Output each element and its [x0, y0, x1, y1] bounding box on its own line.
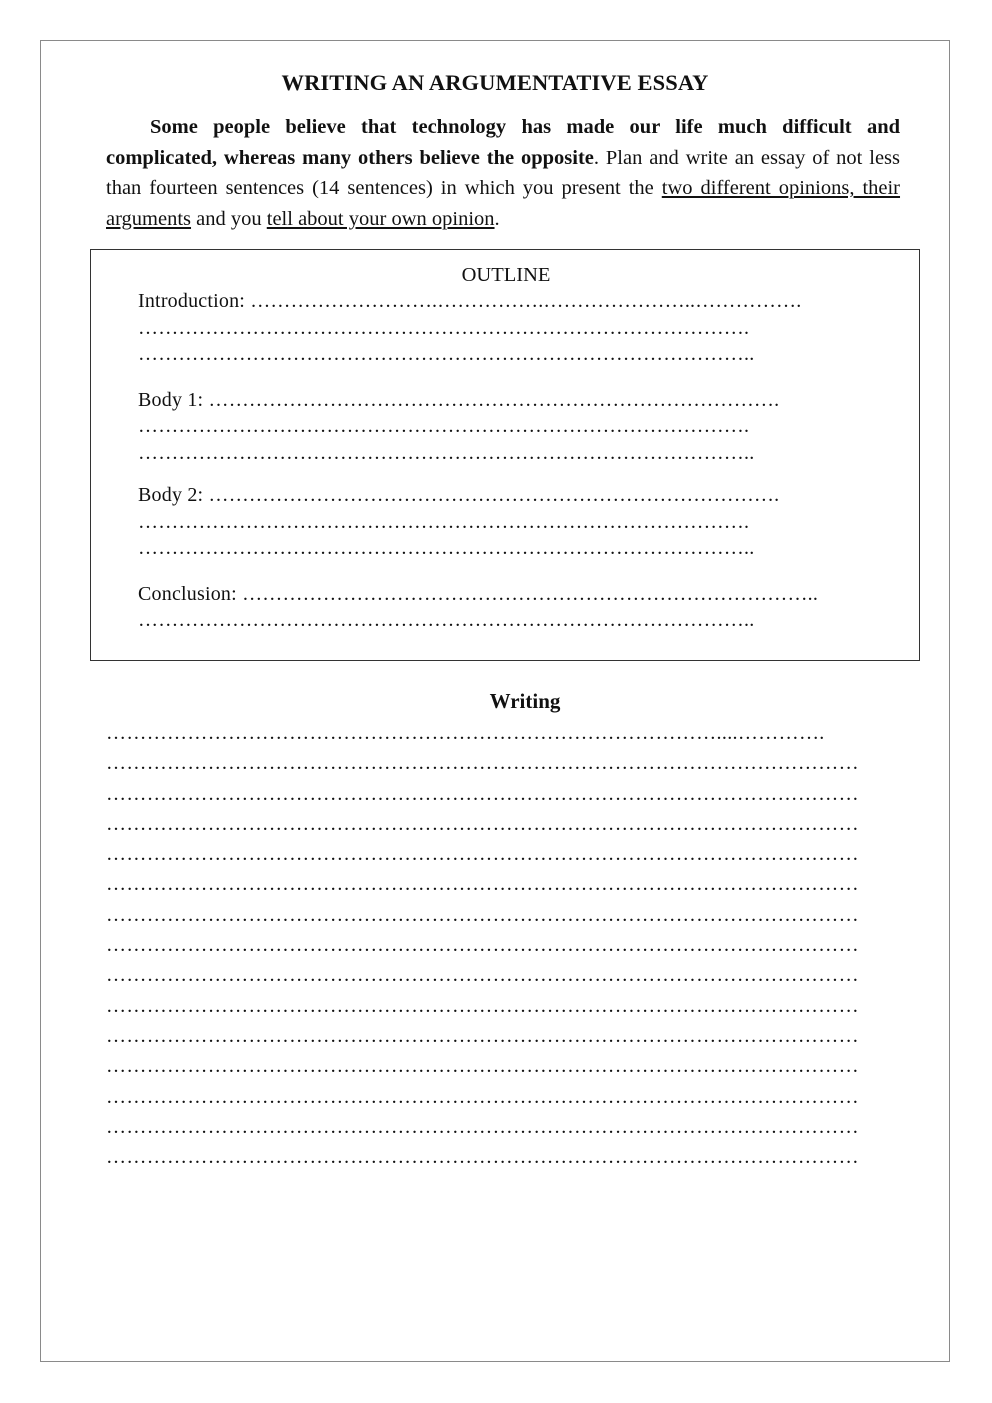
writing-line[interactable]: …………………………………………………………………………………………………: [106, 1146, 859, 1169]
body-2-label: Body 2:: [138, 484, 209, 506]
prompt-underline-2: tell about your own opinion: [266, 207, 495, 230]
prompt-underline-1: two different opinions, their arguments: [106, 177, 901, 230]
prompt-text-2: and you: [191, 207, 267, 230]
body-1-dots-1: ………………………………………………………………………….: [208, 388, 780, 411]
outline-body-1-line[interactable]: [138, 387, 878, 414]
page-title: WRITING AN ARGUMENTATIVE ESSAY: [281, 70, 709, 95]
introduction-dots-1: ……………………….…………….…………………..…………….: [250, 290, 802, 312]
writing-line[interactable]: …………………………………………………………………………………………………: [106, 1055, 859, 1078]
introduction-label: Introduction:: [138, 290, 251, 312]
writing-line[interactable]: …………………………………………………………………………………………………: [106, 1024, 859, 1047]
prompt-text-3: .: [494, 207, 500, 230]
writing-line[interactable]: ………………………………………………………………………………....………….: [106, 722, 825, 744]
outline-conclusion-line-2[interactable]: ………………………………………………………………………………..: [138, 609, 755, 631]
essay-prompt: [106, 112, 900, 234]
body-1-label: Body 1:: [138, 388, 209, 411]
conclusion-dots-1: …………………………………………………………………………..: [242, 582, 819, 605]
outline-introduction-line-2[interactable]: ……………………………………………………………………………….: [138, 316, 750, 339]
writing-line[interactable]: …………………………………………………………………………………………………: [106, 934, 859, 957]
outline-body-1-line-3[interactable]: ………………………………………………………………………………..: [138, 441, 755, 464]
outline-body-2-line-3[interactable]: ………………………………………………………………………………..: [138, 537, 755, 559]
writing-line[interactable]: …………………………………………………………………………………………………: [106, 873, 859, 896]
writing-line[interactable]: …………………………………………………………………………………………………: [106, 1115, 859, 1138]
conclusion-label: Conclusion:: [138, 582, 243, 605]
writing-line[interactable]: …………………………………………………………………………………………………: [106, 994, 859, 1017]
writing-line[interactable]: …………………………………………………………………………………………………: [106, 964, 859, 987]
prompt-bold-statement: Some people believe that technology has made our life much difficult and complicated, whereas many others believe the opposite: [106, 116, 900, 169]
writing-line[interactable]: …………………………………………………………………………………………………: [106, 812, 859, 835]
prompt-text-1: . Plan and write an essay of not less than fourteen sentences (14 sentences) in which you present the: [106, 146, 900, 199]
outline-conclusion-line[interactable]: [138, 581, 878, 608]
writing-area: [106, 718, 898, 1172]
outline-body-2-line[interactable]: [138, 482, 878, 509]
outline-introduction-line[interactable]: [138, 288, 878, 315]
body-2-dots-1: ………………………………………………………………………….: [208, 484, 780, 506]
writing-line[interactable]: …………………………………………………………………………………………………: [106, 843, 859, 866]
writing-line[interactable]: …………………………………………………………………………………………………: [106, 782, 859, 805]
writing-line[interactable]: …………………………………………………………………………………………………: [106, 752, 859, 775]
outline-sections: [138, 288, 878, 634]
outline-introduction-line-3[interactable]: ………………………………………………………………………………..: [138, 343, 755, 365]
outline-body-2-line-2[interactable]: ……………………………………………………………………………….: [138, 510, 750, 533]
writing-line[interactable]: …………………………………………………………………………………………………: [106, 1085, 859, 1108]
outline-box: [90, 249, 920, 661]
writing-line[interactable]: …………………………………………………………………………………………………: [106, 903, 859, 926]
outline-heading: OUTLINE: [461, 264, 551, 286]
writing-heading: Writing: [489, 689, 561, 713]
outline-body-1-line-2[interactable]: ……………………………………………………………………………….: [138, 415, 750, 437]
